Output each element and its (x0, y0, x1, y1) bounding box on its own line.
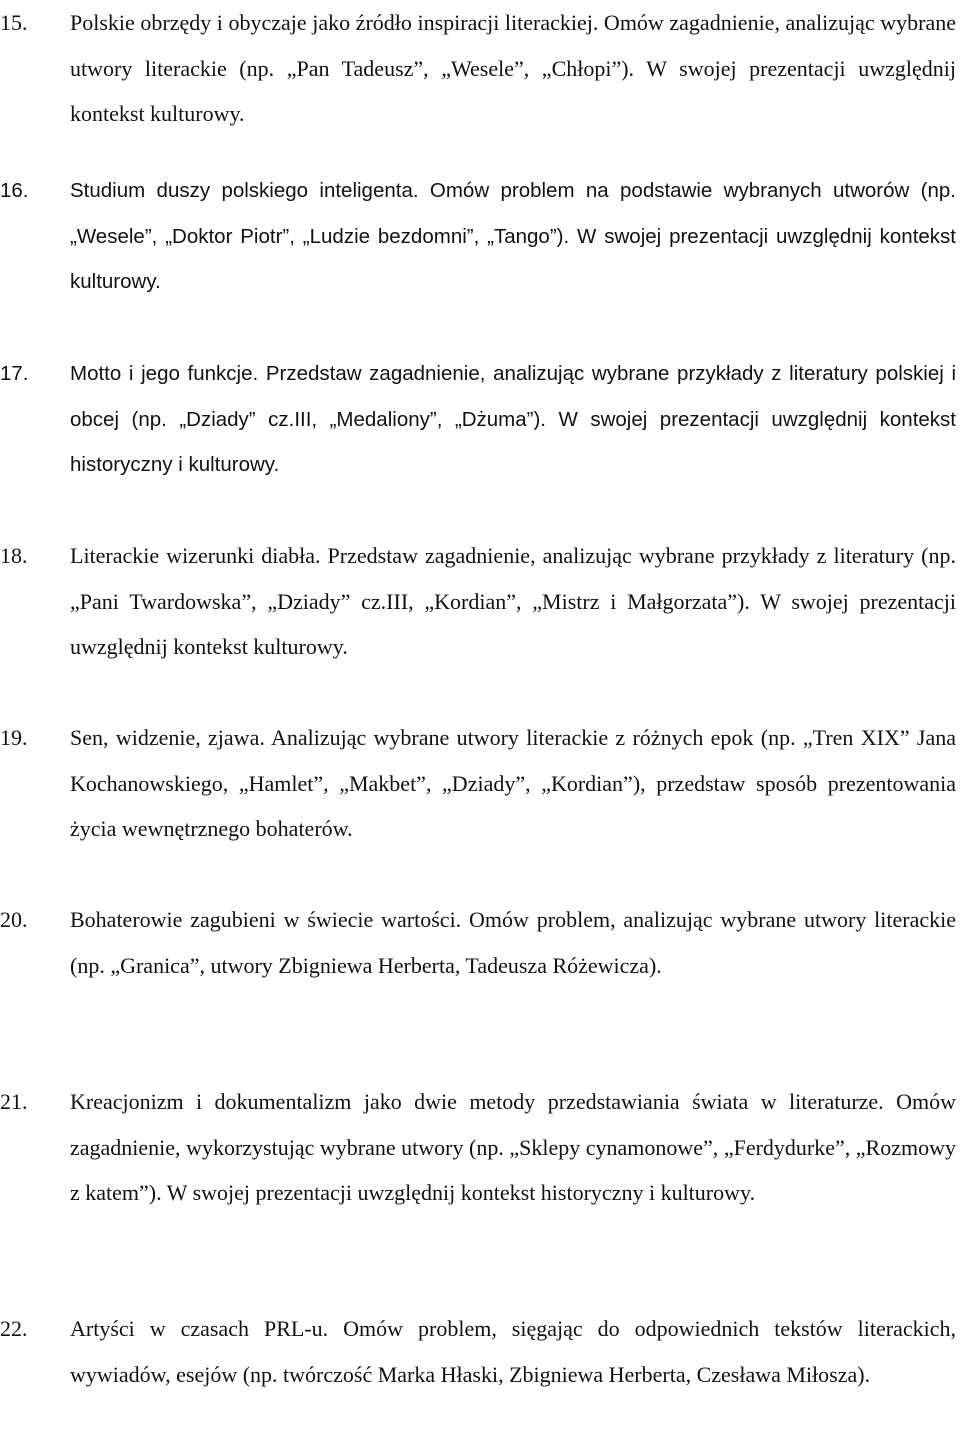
item-text-body: III, „Medaliony”, „Dżuma”). W swojej prezentacji uwzględnij kontekst historyczny i kulturowy. (70, 407, 956, 476)
item-number: 20. (0, 907, 28, 932)
item-text (70, 533, 956, 670)
item-text-body: Analizując wybrane utwory literackie z różnych epok (np. „Tren XIX” Jana Kochanowskiego, „Hamlet”, „Makbet”, „Dziady”, „Kordian”), przedstaw sposób prezentowania życia wewnętrznego bohaterów. (70, 725, 956, 841)
item-text (70, 168, 956, 305)
item-text (70, 715, 956, 852)
item-text-lead: Studium duszy polskiego inteligenta. Omów problem na podstawie wybranych utworów (np. „Wesele”, „Doktor Piotr”, „Ludzie bezdomni”, „Tango”). W swojej prezentacji uwzględnij kontekst kulturowy. (70, 179, 956, 293)
list-item (0, 897, 960, 988)
item-text-lead: Bohaterowie zagubieni w świecie wartości. Omów problem, analizując wybrane utwory literackie (np. „Granica”, utwory Zbigniewa Herberta, Tadeusza Różewicza). (70, 907, 956, 978)
list-item (0, 715, 960, 852)
item-text (70, 897, 956, 988)
item-number: 19. (0, 725, 28, 750)
item-number: 18. (0, 543, 28, 568)
item-text-lead: Kreacjonizm i dokumentalizm jako dwie metody przedstawiania świata w literaturze. Omów zagadnienie, wykorzystując wybrane utwory (np. „Sklepy cynamonowe”, „Ferdydurke”, „Rozmowy z katem”). W swojej prezentacji uwzględnij kontekst historyczny i kulturowy. (70, 1089, 956, 1205)
list-item (0, 1306, 960, 1397)
list-item (0, 533, 960, 670)
item-text (70, 0, 956, 137)
item-text (70, 1306, 956, 1397)
list-item (0, 0, 960, 137)
item-text-lead: Sen, widzenie, zjawa. (70, 725, 265, 750)
item-number: 16. (0, 179, 29, 202)
item-number: 21. (0, 1089, 28, 1114)
item-text-lead: Motto i jego funkcje. Przedstaw zagadnienie, analizując wybrane przykłady z literatury polskiej i obcej (np. „Dziady” cz. (70, 362, 956, 431)
item-text (70, 351, 956, 488)
item-text-lead: Literackie wizerunki diabła. Przedstaw zagadnienie, analizując wybrane przykłady z literatury (np. „Pani Twardowska”, „Dziady” cz.III, „Kordian”, „Mistrz i Małgorzata”). W swojej prezentacji uwzględnij kontekst kulturowy. (70, 543, 956, 659)
list-item (0, 1079, 960, 1216)
list-item (0, 351, 960, 488)
item-text-lead: Artyści w czasach PRL-u. Omów problem, sięgając do odpowiednich tekstów literackich, wywiadów, esejów (np. twórczość Marka Hłaski, Zbigniewa Herberta, Czesława Miłosza). (70, 1316, 956, 1387)
item-text-body: Omów zagadnienie, analizując wybrane utwory literackie (np. „Pan Tadeusz”, „Wesele”, „Chłopi”). W swojej prezentacji uwzględnij kontekst kulturowy. (70, 10, 956, 126)
item-number: 22. (0, 1316, 28, 1341)
item-number: 17. (0, 362, 29, 385)
item-text (70, 1079, 956, 1216)
list-item (0, 168, 960, 305)
item-text-lead: Polskie obrzędy i obyczaje jako źródło inspiracji literackiej. (70, 10, 599, 35)
item-number: 15. (0, 10, 28, 35)
